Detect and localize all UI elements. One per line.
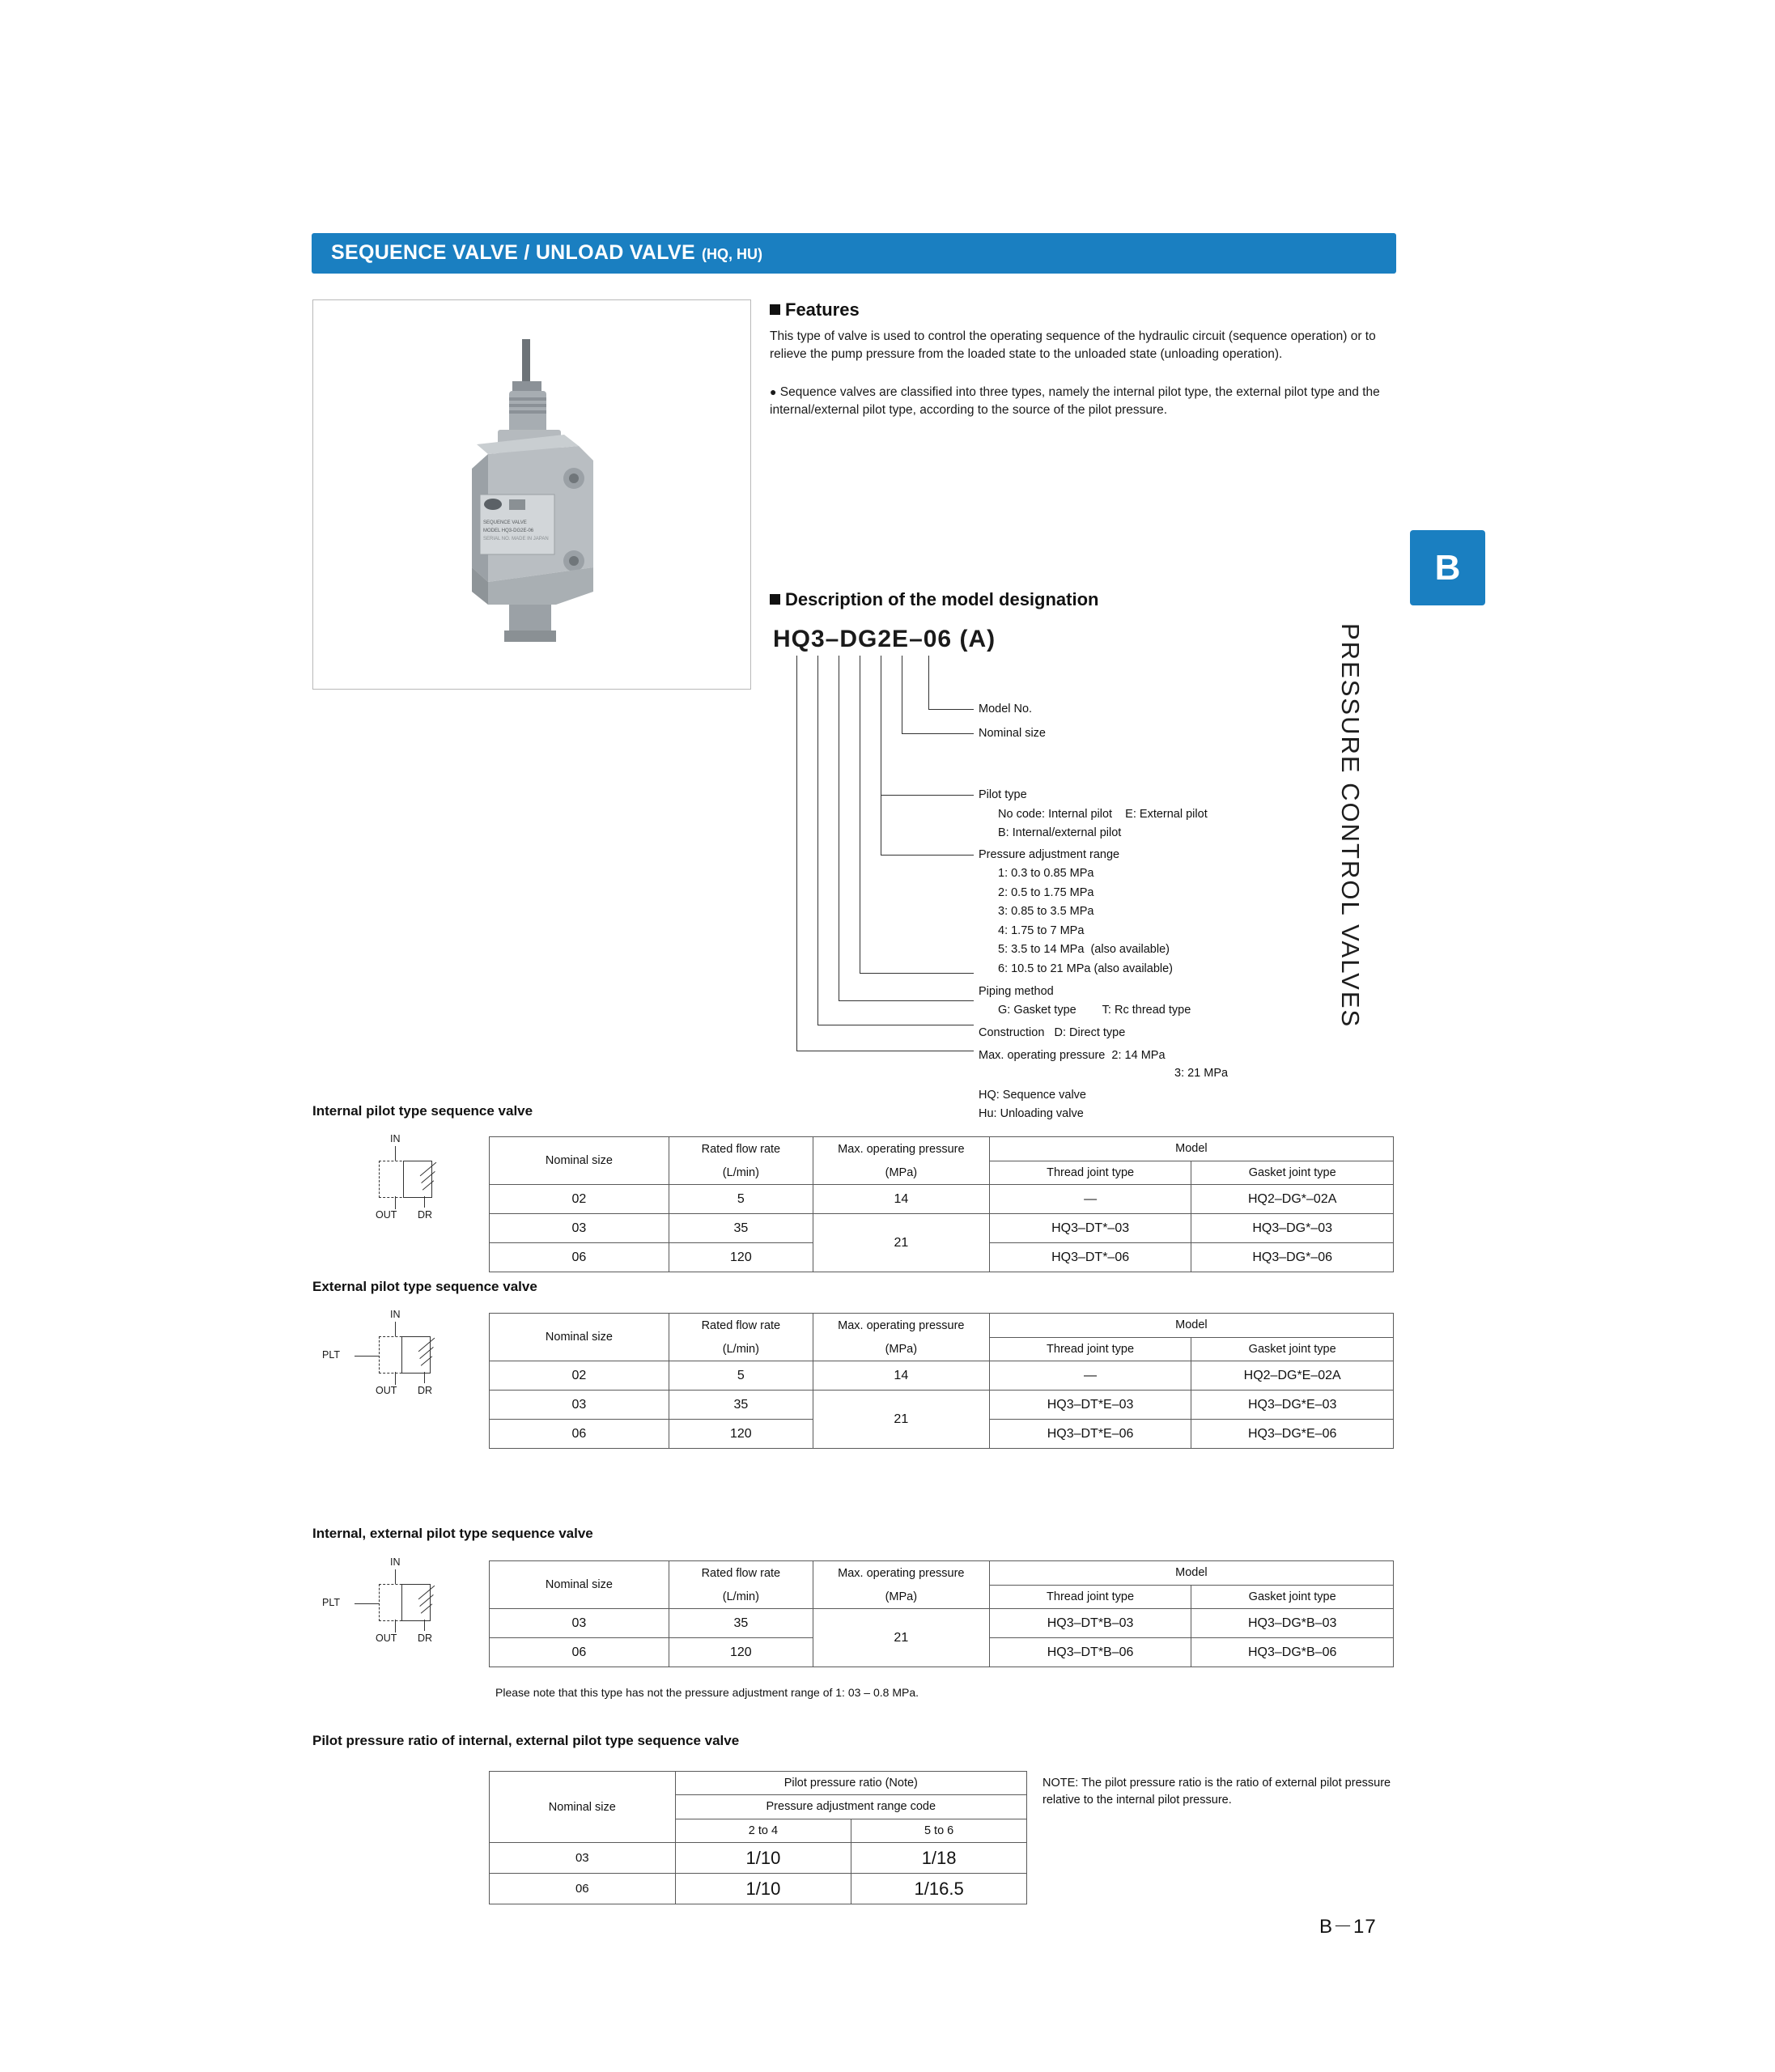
bullet-square-icon xyxy=(770,304,780,315)
cell-nominal: 03 xyxy=(490,1391,669,1420)
cell-ratio-2: 1/16.5 xyxy=(851,1874,1027,1904)
features-heading-text: Features xyxy=(785,299,860,320)
cell-gasket: HQ3–DG*–03 xyxy=(1191,1214,1394,1243)
features-bullet-text: Sequence valves are classified into three types, namely the internal pilot type, the external pilot type and the internal/external pilot type, according to the source of the pilot pressure. xyxy=(770,385,1380,418)
cell-flow: 35 xyxy=(669,1391,813,1420)
features-bullet-item xyxy=(770,384,1401,420)
th-pressure: Max. operating pressure xyxy=(813,1314,989,1338)
cell-nominal: 06 xyxy=(490,1243,669,1272)
features-paragraph: This type of valve is used to control the operating sequence of the hydraulic circuit (sequence operation) or to relieve the pump pressure from the loaded state to the unloaded state (unloading operation). xyxy=(770,329,1376,362)
designation-item-7: 2: 0.5 to 1.75 MPa xyxy=(998,886,1094,899)
cell-nominal: 03 xyxy=(490,1214,669,1243)
cell-ratio-1: 1/10 xyxy=(675,1843,851,1874)
symbol-label-out: OUT xyxy=(376,1385,397,1396)
designation-item-2: Pilot type xyxy=(979,788,1027,801)
table-row xyxy=(490,1361,1394,1391)
cell-flow: 120 xyxy=(669,1243,813,1272)
designation-item-17: HQ: Sequence valve xyxy=(979,1089,1086,1102)
leader-line xyxy=(928,656,929,709)
table-internal-external xyxy=(489,1560,1394,1667)
note-ratio: NOTE: The pilot pressure ratio is the ratio of external pilot pressure relative to the internal pilot pressure. xyxy=(1042,1777,1391,1807)
th-range-code: Pressure adjustment range code xyxy=(675,1795,1026,1819)
cell-nominal: 02 xyxy=(490,1185,669,1214)
note-internal-external: Please note that this type has not the pressure adjustment range of 1: 03 – 0.8 MPa. xyxy=(495,1686,919,1699)
cell-thread: HQ3–DT*B–03 xyxy=(989,1609,1191,1638)
table-row xyxy=(490,1874,1027,1904)
cell-gasket: HQ3–DG*–06 xyxy=(1191,1243,1394,1272)
cell-flow: 120 xyxy=(669,1420,813,1449)
page-number: B－17 xyxy=(1319,1916,1377,1938)
designation-item-18: Hu: Unloading valve xyxy=(979,1107,1084,1120)
section-tab-label: PRESSURE CONTROL VALVES xyxy=(1336,623,1365,1029)
cell-pressure: 14 xyxy=(813,1361,989,1391)
cell-nominal: 06 xyxy=(490,1874,676,1904)
table-row xyxy=(490,1609,1394,1638)
th-thread: Thread joint type xyxy=(989,1161,1191,1185)
designation-item-9: 4: 1.75 to 7 MPa xyxy=(998,924,1085,937)
leader-line xyxy=(817,656,818,1025)
model-designation-diagram xyxy=(770,656,1409,1120)
th-pressure: Max. operating pressure xyxy=(813,1137,989,1161)
designation-item-4: B: Internal/external pilot xyxy=(998,826,1122,839)
th-pressure-unit: (MPa) xyxy=(813,1585,989,1609)
cell-ratio-1: 1/10 xyxy=(675,1874,851,1904)
cell-gasket: HQ2–DG*–02A xyxy=(1191,1185,1394,1214)
caption-internal-external: Internal, external pilot type sequence valve xyxy=(312,1526,593,1541)
leader-line xyxy=(902,733,974,734)
leader-line xyxy=(796,656,797,1051)
page-title-bar xyxy=(312,233,1396,274)
th-nominal: Nominal size xyxy=(490,1137,669,1185)
table-row xyxy=(490,1214,1394,1243)
th-nominal: Nominal size xyxy=(490,1561,669,1609)
designation-item-3: No code: Internal pilot E: External pilot xyxy=(998,808,1208,821)
cell-nominal: 03 xyxy=(490,1843,676,1874)
cell-thread: HQ3–DT*E–06 xyxy=(989,1420,1191,1449)
designation-item-16: 3: 21 MPa xyxy=(1174,1067,1229,1080)
designation-item-13: G: Gasket type T: Rc thread type xyxy=(998,1004,1191,1017)
cell-flow: 120 xyxy=(669,1638,813,1667)
model-designation-heading xyxy=(770,589,1098,610)
cell-gasket: HQ3–DG*B–03 xyxy=(1191,1609,1394,1638)
cell-flow: 35 xyxy=(669,1214,813,1243)
cell-nominal: 03 xyxy=(490,1609,669,1638)
table-row xyxy=(490,1843,1027,1874)
th-ratio: Pilot pressure ratio (Note) xyxy=(675,1772,1026,1795)
valve-illustration xyxy=(435,325,629,664)
th-col2: 5 to 6 xyxy=(851,1819,1027,1842)
th-flow-unit: (L/min) xyxy=(669,1337,813,1361)
th-flow-unit: (L/min) xyxy=(669,1585,813,1609)
cell-gasket: HQ2–DG*E–02A xyxy=(1191,1361,1394,1391)
cell-nominal: 06 xyxy=(490,1420,669,1449)
section-tab-b xyxy=(1410,530,1485,605)
symbol-label-dr: DR xyxy=(418,1385,433,1396)
cell-flow: 35 xyxy=(669,1609,813,1638)
designation-item-5: Pressure adjustment range xyxy=(979,848,1120,861)
symbol-label-plt: PLT xyxy=(322,1349,340,1361)
bullet-square-icon-2 xyxy=(770,594,780,605)
designation-item-6: 1: 0.3 to 0.85 MPa xyxy=(998,867,1094,880)
model-designation-heading-text: Description of the model designation xyxy=(785,589,1099,609)
cell-pressure: 21 xyxy=(813,1214,989,1272)
th-nominal: Nominal size xyxy=(490,1314,669,1361)
th-gasket: Gasket joint type xyxy=(1191,1337,1394,1361)
th-nominal: Nominal size xyxy=(490,1772,676,1843)
symbol-external xyxy=(316,1309,478,1406)
caption-ratio: Pilot pressure ratio of internal, external pilot type sequence valve xyxy=(312,1733,740,1748)
leader-line xyxy=(881,795,974,796)
th-thread: Thread joint type xyxy=(989,1585,1191,1609)
cell-flow: 5 xyxy=(669,1361,813,1391)
th-model: Model xyxy=(989,1314,1393,1338)
table-ratio xyxy=(489,1771,1027,1904)
table-internal xyxy=(489,1136,1394,1272)
th-col1: 2 to 4 xyxy=(675,1819,851,1842)
designation-item-8: 3: 0.85 to 3.5 MPa xyxy=(998,905,1094,918)
model-code: HQ3–DG2E–06 (A) xyxy=(773,626,996,652)
th-pressure-unit: (MPa) xyxy=(813,1161,989,1185)
cell-gasket: HQ3–DG*B–06 xyxy=(1191,1638,1394,1667)
caption-internal: Internal pilot type sequence valve xyxy=(312,1103,533,1119)
designation-item-14: Construction D: Direct type xyxy=(979,1026,1126,1039)
designation-item-15: Max. operating pressure 2: 14 MPa xyxy=(979,1049,1166,1062)
cell-thread: — xyxy=(989,1361,1191,1391)
th-gasket: Gasket joint type xyxy=(1191,1585,1394,1609)
symbol-label-dr: DR xyxy=(418,1633,433,1644)
symbol-label-in: IN xyxy=(390,1309,401,1320)
table-external xyxy=(489,1313,1394,1449)
designation-item-10: 5: 3.5 to 14 MPa (also available) xyxy=(998,943,1170,956)
leader-line xyxy=(928,709,974,710)
th-model: Model xyxy=(989,1561,1393,1586)
cell-nominal: 06 xyxy=(490,1638,669,1667)
product-photo xyxy=(312,299,751,690)
features-heading xyxy=(770,299,860,321)
symbol-label-out: OUT xyxy=(376,1633,397,1644)
th-model: Model xyxy=(989,1137,1393,1161)
leader-line xyxy=(860,973,974,974)
cell-flow: 5 xyxy=(669,1185,813,1214)
th-pressure-unit: (MPa) xyxy=(813,1337,989,1361)
symbol-label-plt: PLT xyxy=(322,1597,340,1608)
cell-thread: HQ3–DT*–06 xyxy=(989,1243,1191,1272)
section-tab-letter: B xyxy=(1434,548,1461,588)
th-thread: Thread joint type xyxy=(989,1337,1191,1361)
svg-text:SERIAL NO. MADE IN JAPAN: SERIAL NO. MADE IN JAPAN xyxy=(483,537,549,541)
symbol-label-out: OUT xyxy=(376,1209,397,1221)
th-flow: Rated flow rate xyxy=(669,1314,813,1338)
svg-text:SEQUENCE VALVE: SEQUENCE VALVE xyxy=(483,520,527,525)
designation-item-1: Nominal size xyxy=(979,727,1046,740)
th-flow: Rated flow rate xyxy=(669,1137,813,1161)
designation-item-11: 6: 10.5 to 21 MPa (also available) xyxy=(998,962,1174,975)
cell-pressure: 21 xyxy=(813,1391,989,1449)
symbol-internal-external xyxy=(316,1556,478,1654)
leader-line xyxy=(881,855,974,856)
cell-ratio-2: 1/18 xyxy=(851,1843,1027,1874)
th-flow-unit: (L/min) xyxy=(669,1161,813,1185)
table-row xyxy=(490,1391,1394,1420)
cell-thread: HQ3–DT*E–03 xyxy=(989,1391,1191,1420)
cell-gasket: HQ3–DG*E–03 xyxy=(1191,1391,1394,1420)
bullet-dot-icon: ● xyxy=(770,385,777,398)
designation-item-0: Model No. xyxy=(979,703,1033,715)
symbol-label-dr: DR xyxy=(418,1209,433,1221)
page-title-suffix: (HQ, HU) xyxy=(701,246,762,262)
svg-text:MODEL HQ3-DG2E-06: MODEL HQ3-DG2E-06 xyxy=(483,529,534,533)
cell-thread: HQ3–DT*–03 xyxy=(989,1214,1191,1243)
symbol-label-in: IN xyxy=(390,1556,401,1568)
cell-thread: HQ3–DT*B–06 xyxy=(989,1638,1191,1667)
th-flow: Rated flow rate xyxy=(669,1561,813,1586)
cell-gasket: HQ3–DG*E–06 xyxy=(1191,1420,1394,1449)
designation-item-12: Piping method xyxy=(979,985,1054,998)
th-pressure: Max. operating pressure xyxy=(813,1561,989,1586)
cell-thread: — xyxy=(989,1185,1191,1214)
symbol-label-in: IN xyxy=(390,1133,401,1144)
page-title: SEQUENCE VALVE / UNLOAD VALVE xyxy=(331,241,695,264)
cell-nominal: 02 xyxy=(490,1361,669,1391)
th-gasket: Gasket joint type xyxy=(1191,1161,1394,1185)
table-row xyxy=(490,1185,1394,1214)
symbol-internal xyxy=(340,1133,469,1230)
cell-pressure: 14 xyxy=(813,1185,989,1214)
caption-external: External pilot type sequence valve xyxy=(312,1279,537,1294)
cell-pressure: 21 xyxy=(813,1609,989,1667)
leader-line xyxy=(839,1000,974,1001)
